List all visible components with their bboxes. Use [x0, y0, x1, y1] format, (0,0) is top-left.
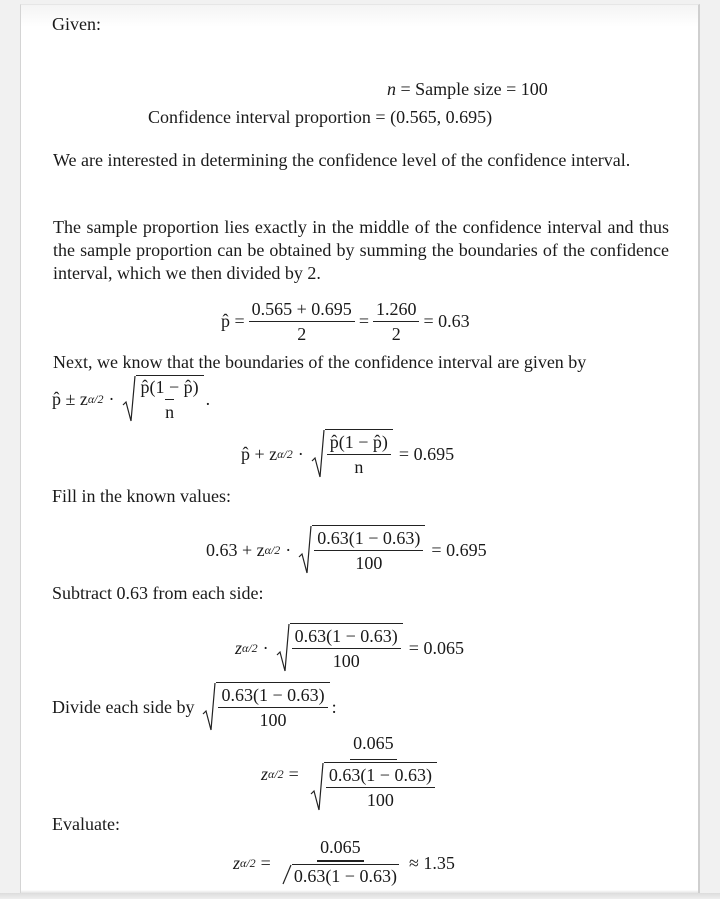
- subscript: α/2: [242, 640, 258, 655]
- divide-label: Divide each side by: [52, 696, 195, 717]
- result: = 0.065: [408, 637, 464, 658]
- denominator: 100: [332, 651, 360, 671]
- denominator: 100: [366, 790, 394, 810]
- n-symbol: n: [387, 79, 396, 99]
- phat-equation: [221, 299, 470, 344]
- result: ≈ 1.35: [408, 853, 455, 873]
- ci-formula: [52, 375, 210, 423]
- divide-text: [52, 682, 337, 732]
- prefix: 0.63 + z: [206, 539, 265, 560]
- formula-prefix: p̂ ± z: [52, 388, 88, 409]
- equals: =: [288, 764, 299, 784]
- subscript: α/2: [268, 767, 284, 781]
- subscript: α/2: [264, 542, 281, 557]
- sqrt: [202, 682, 329, 732]
- colon: :: [331, 696, 337, 717]
- radical-icon: [311, 429, 325, 479]
- divide-equation: [261, 733, 443, 816]
- sample-size-equation: [387, 78, 548, 101]
- sqrt: [311, 429, 393, 479]
- numerator: 0.63(1 − 0.63): [218, 685, 327, 708]
- sqrt: [276, 623, 403, 673]
- period: .: [205, 388, 211, 409]
- radical-icon: [202, 682, 216, 732]
- paragraph-sample-proportion: The sample proportion lies exactly in the middle of the confidence interval and thus the sample proportion can be obtained by summing the boundaries of the confidence interval, which we then divided by 2.: [53, 217, 669, 283]
- sqrt: [310, 762, 437, 812]
- denominator: 2: [391, 324, 401, 344]
- fraction: [373, 299, 420, 344]
- numerator: 0.63(1 − 0.63): [326, 765, 435, 788]
- denominator: [308, 760, 439, 816]
- z-symbol: z: [235, 637, 243, 658]
- evaluate-text: Evaluate:: [52, 814, 120, 834]
- equals: =: [358, 311, 369, 331]
- equals: =: [260, 853, 271, 873]
- radical-icon: [276, 623, 290, 673]
- dot: ·: [285, 539, 292, 560]
- next-text: Next, we know that the boundaries of the confidence interval are given by: [53, 352, 587, 372]
- dot: ·: [262, 637, 269, 658]
- given-label: Given:: [52, 14, 101, 34]
- dot: ·: [297, 443, 304, 464]
- radical-icon: [282, 864, 292, 886]
- subscript: α/2: [240, 856, 256, 870]
- sqrt: [282, 864, 399, 886]
- fraction: [280, 837, 401, 890]
- subtract-equation: [235, 623, 464, 673]
- fraction: [249, 299, 355, 344]
- top-shadow: [21, 5, 698, 27]
- numerator: 0.63(1 − 0.63): [292, 626, 401, 649]
- subscript: α/2: [277, 446, 293, 461]
- z-symbol: z: [261, 764, 269, 784]
- ci-equation: Confidence interval proportion = (0.565, 0.695): [148, 107, 493, 127]
- phat-lhs: p̂ =: [221, 311, 245, 331]
- numerator: p̂(1 − p̂): [327, 432, 391, 455]
- numerator: 0.065: [350, 733, 397, 760]
- numerator: 0.63(1 − 0.63): [314, 528, 423, 551]
- fraction: [308, 733, 439, 816]
- denominator: 100: [355, 553, 383, 573]
- fill-equation: [206, 525, 487, 575]
- radical-icon: [122, 375, 136, 423]
- subtract-text: Subtract 0.63 from each side:: [52, 583, 264, 603]
- denominator: 100: [259, 710, 287, 730]
- document-page: [20, 4, 700, 893]
- radical-icon: [310, 762, 324, 812]
- numerator: 0.565 + 0.695: [249, 299, 355, 322]
- evaluate-equation: [233, 837, 455, 890]
- prefix: p̂ + z: [241, 443, 278, 464]
- dot: ·: [108, 388, 115, 409]
- sqrt: [122, 375, 204, 423]
- denominator: n: [165, 399, 174, 422]
- denominator: 2: [297, 324, 307, 344]
- numerator: 0.065: [317, 837, 364, 862]
- viewer-bottom-edge: [0, 893, 720, 899]
- result: = 0.63: [423, 311, 470, 331]
- result: = 0.695: [398, 443, 455, 464]
- numerator: p̂(1 − p̂): [140, 377, 199, 397]
- radical-icon: [298, 525, 312, 575]
- result: = 0.695: [431, 539, 487, 560]
- denominator: [280, 862, 401, 890]
- numerator: 1.260: [373, 299, 420, 322]
- denominator: n: [354, 457, 364, 477]
- numerator: 0.63(1 − 0.63): [293, 865, 397, 886]
- upper-bound-equation: [241, 429, 454, 479]
- sqrt: [298, 525, 425, 575]
- sample-size-text: = Sample size = 100: [400, 79, 548, 99]
- subscript: α/2: [87, 391, 104, 406]
- fill-text: Fill in the known values:: [52, 486, 231, 506]
- z-symbol: z: [233, 853, 241, 873]
- paragraph-intro: We are interested in determining the confidence level of the confidence interval.: [53, 150, 631, 170]
